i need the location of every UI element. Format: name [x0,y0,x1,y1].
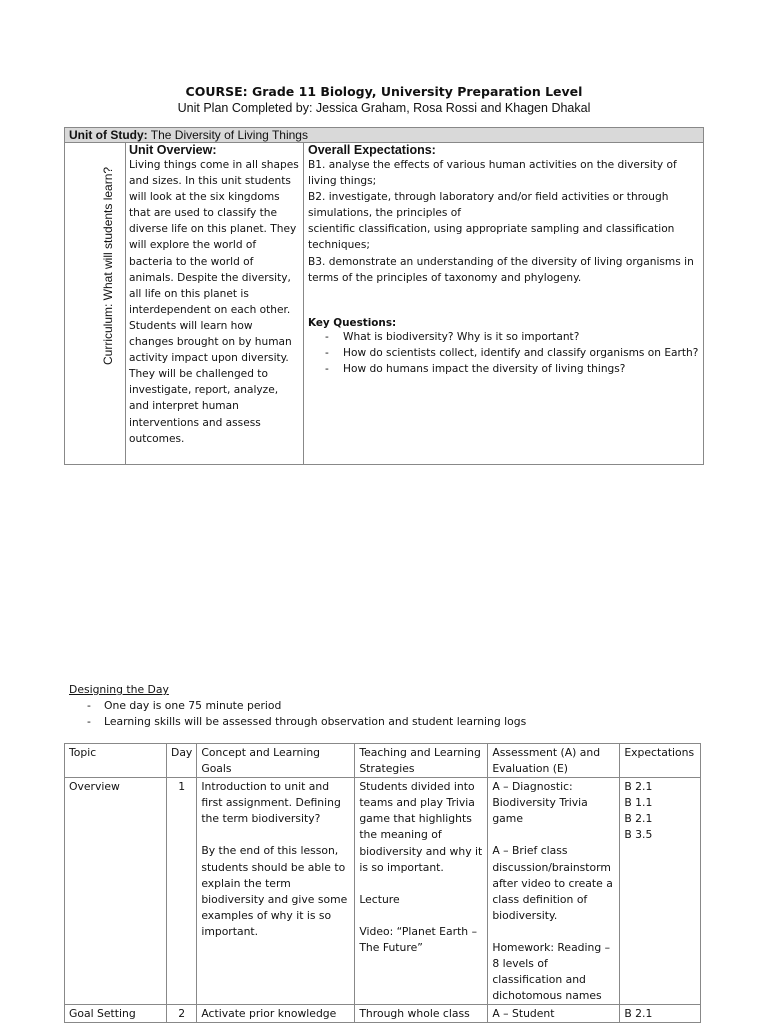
expectation-b1: B1. analyse the effects of various human activities on the diversity of living things; [308,159,677,188]
lesson-table-header-row [65,744,701,778]
header-expectations: Expectations [620,744,701,778]
concept-paragraph: By the end of this lesson, students should be able to explain the term biodiversity and give some examples of why it is so important. [201,844,348,938]
header-assessment: Assessment (A) and Evaluation (E) [488,744,620,778]
cell-concept [197,778,355,1005]
concept-paragraph: Introduction to unit and first assignment. Defining the term biodiversity? [201,780,341,826]
cell-day: 2 [167,1005,197,1023]
unit-overview-cell [125,143,304,464]
header-day: Day [167,744,197,778]
expectation-b3: B3. demonstrate an understanding of the diversity of living organisms in terms of the principles of taxonomy and phylogeny. [308,255,694,284]
curriculum-side-cell [65,143,126,464]
cell-expectations: B 2.1 B 1.1 B 2.1 B 3.5 [620,778,701,1005]
header-topic: Topic [65,744,167,778]
lesson-table [64,743,701,1023]
table-row [65,778,701,1005]
cell-assessment [488,778,620,1005]
strategy-paragraph: Through whole class [359,1007,470,1021]
key-questions-list [304,329,703,377]
completed-by: Unit Plan Completed by: Jessica Graham, Rosa Rossi and Khagen Dhakal [177,101,591,115]
cell-topic: Overview [65,778,167,1005]
header-concept: Concept and Learning Goals [197,744,355,778]
document-header [0,84,768,116]
expectation-b2: B2. investigate, through laboratory and/or field activities or through simulations, the principles of [308,191,669,220]
designing-item: - Learning skills will be assessed through observation and student learning logs [69,714,526,730]
cell-day: 1 [167,778,197,1005]
header-strategies: Teaching and Learning Strategies [355,744,488,778]
designing-item: - One day is one 75 minute period [69,698,526,714]
cell-concept [197,1005,355,1023]
unit-overview-title: Unit Overview: [129,143,217,157]
strategy-paragraph: Lecture [359,892,400,906]
concept-paragraph: Activate prior knowledge [201,1007,337,1021]
designing-the-day-title: Designing the Day [69,683,169,696]
cell-expectations: B 2.1 [620,1005,701,1023]
key-question: - How do humans impact the diversity of living things? [304,361,703,377]
cell-strategies [355,1005,488,1023]
strategy-paragraph: Students divided into teams and play Trivia game that highlights the meaning of biodiversity and why it is so important. [359,780,483,874]
overall-expectations-title: Overall Expectations: [308,143,436,157]
unit-of-study-value: The Diversity of Living Things [150,128,308,142]
assessment-paragraph: A – Diagnostic: Biodiversity Trivia game [492,780,588,826]
cell-strategies [355,778,488,1005]
strategy-paragraph: Video: “Planet Earth – The Future” [359,924,477,954]
designing-the-day [69,682,526,730]
overall-expectations-cell [304,143,703,464]
unit-of-study-row [65,128,703,143]
key-questions-title: Key Questions: [308,316,397,329]
cell-topic: Goal Setting [65,1005,167,1023]
unit-table [64,127,704,465]
unit-overview-text: Living things come in all shapes and sizes. In this unit students will look at the six kingdoms that are used to classify the diverse life on this planet. They will explore the world of bacteria to the world of animals. Despite the diversity, all life on this planet is interdependent on each other. Students will learn how changes brought on by human activity impact upon diversity. They will be challenged to investigate, report, analyze, and interpret human interventions and assess outcomes. [129,159,299,445]
key-question: - What is biodiversity? Why is it so important? [304,329,703,345]
table-row [65,1005,701,1023]
expectation-b2-cont: scientific classification, using appropriate sampling and classification techniques; [308,223,675,252]
key-question: - How do scientists collect, identify and classify organisms on Earth? [304,345,703,361]
unit-of-study-label: Unit of Study: [69,128,148,142]
designing-the-day-list [69,698,526,730]
cell-assessment [488,1005,620,1023]
assessment-paragraph: Homework: Reading – 8 levels of classification and dichotomous names [492,940,611,1003]
curriculum-side-label: Curriculum: What will students learn? [101,166,115,365]
assessment-paragraph: A – Student [492,1007,555,1021]
course-title: COURSE: Grade 11 Biology, University Preparation Level [185,84,583,99]
assessment-paragraph: A – Brief class discussion/brainstorm after video to create a class definition of biodiversity. [492,844,613,922]
